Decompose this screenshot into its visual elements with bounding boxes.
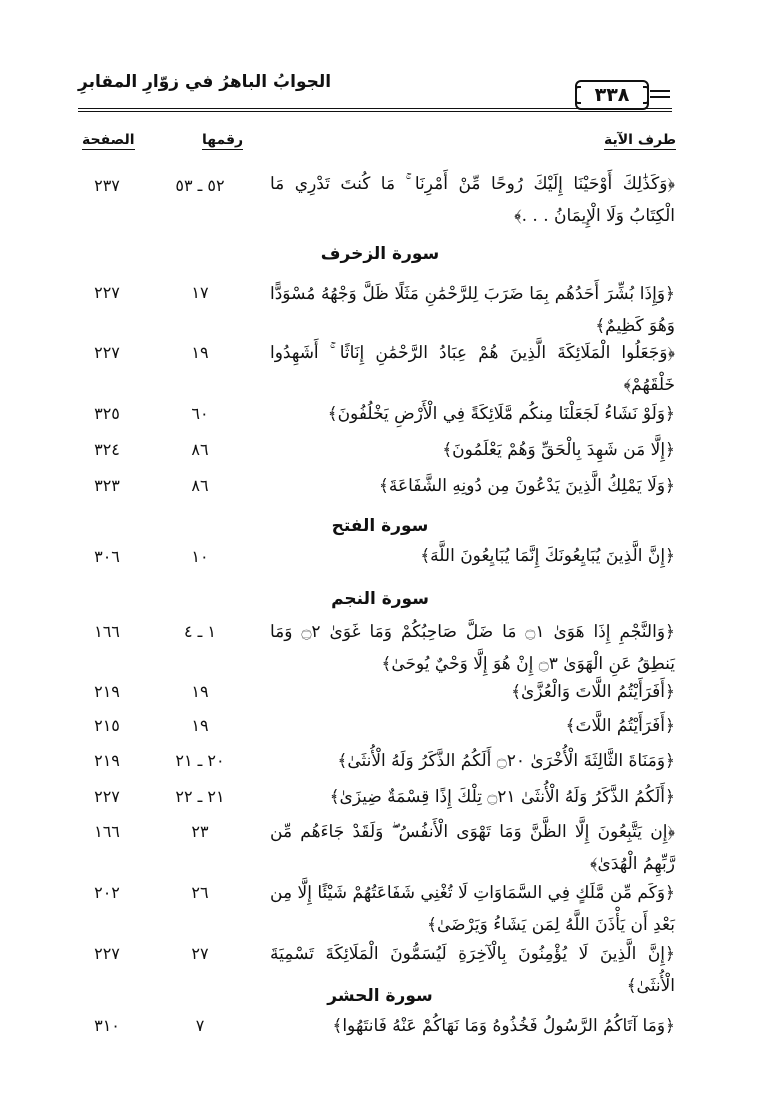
verse-text: ﴿وَكَم مِّن مَّلَكٍ فِي السَّمَاوَاتِ لَا تُغْنِي شَفَاعَتُهُمْ شَيْئًا إِلَّا مِن بَعْدِ أَن يَأْذَنَ اللَّهُ لِمَن يَشَاءُ وَيَرْضَىٰ﴾: [270, 883, 675, 935]
page-ref: ٢٢٧: [94, 944, 120, 963]
surah-heading: سورة الزخرف: [320, 244, 440, 264]
verse-text: ﴿وَكَذَٰلِكَ أَوْحَيْنَا إِلَيْكَ رُوحًا مِّنْ أَمْرِنَا ۚ مَا كُنتَ تَدْرِي مَا الْكِتَابُ وَلَا الْإِيمَانُ . . .﴾: [270, 174, 675, 226]
verse-number: ١٩: [191, 682, 209, 701]
column-header-number: رقمها: [202, 132, 244, 148]
surah-heading: سورة الفتح: [331, 516, 429, 536]
verse-number: ٨٦: [191, 476, 209, 495]
verse-number: ١٩: [191, 343, 209, 362]
page-ref: ٢٠٢: [94, 883, 120, 902]
verse-text: ﴿أَفَرَأَيْتُمُ اللَّاتَ وَالْعُزَّىٰ﴾: [511, 682, 675, 702]
header-ornament-line: [650, 90, 670, 92]
column-header-verse: طرف الآية: [604, 132, 677, 148]
running-header-title: الجوابُ الباهرُ في زوّارِ المقابرِ: [78, 72, 332, 92]
page-ref: ٣٢٣: [94, 476, 120, 495]
page-number: ٣٣٨: [575, 80, 649, 110]
verse-text: ﴿إِن يَتَّبِعُونَ إِلَّا الظَّنَّ وَمَا تَهْوَى الْأَنفُسُ ۖ وَلَقَدْ جَاءَهُم مِّن رَّبِّهِمُ الْهُدَىٰ﴾: [270, 822, 675, 874]
page-ref: ٢٢٧: [94, 787, 120, 806]
page-ref: ٢٢٧: [94, 283, 120, 302]
header-ornament-line: [650, 96, 670, 98]
verse-text: ﴿أَلَكُمُ الذَّكَرُ وَلَهُ الْأُنثَىٰ ۝٢١ تِلْكَ إِذًا قِسْمَةٌ ضِيزَىٰ﴾: [329, 787, 675, 807]
page-ref: ٣١٠: [94, 1016, 120, 1035]
verse-text: ﴿وَمَنَاةَ الثَّالِثَةَ الْأُخْرَىٰ ۝٢٠ أَلَكُمُ الذَّكَرُ وَلَهُ الْأُنثَىٰ﴾: [337, 751, 675, 771]
verse-text: ﴿وَمَا آتَاكُمُ الرَّسُولُ فَخُذُوهُ وَمَا نَهَاكُمْ عَنْهُ فَانتَهُوا﴾: [332, 1016, 675, 1036]
verse-number: ٢٠ ـ ٢١: [175, 751, 225, 770]
verse-number: ٢١ ـ ٢٢: [175, 787, 225, 806]
verse-text: ﴿إِلَّا مَن شَهِدَ بِالْحَقِّ وَهُمْ يَعْلَمُونَ﴾: [442, 440, 675, 460]
page-ref: ٢١٩: [94, 682, 120, 701]
verse-number: ٧: [195, 1016, 205, 1035]
page-ref: ٢٣٧: [94, 176, 120, 195]
verse-text: ﴿وَلَا يَمْلِكُ الَّذِينَ يَدْعُونَ مِن دُونِهِ الشَّفَاعَةَ﴾: [378, 476, 675, 496]
verse-number: ٦٠: [191, 404, 209, 423]
verse-text: ﴿وَالنَّجْمِ إِذَا هَوَىٰ ۝١ مَا ضَلَّ صَاحِبُكُمْ وَمَا غَوَىٰ ۝٢ وَمَا يَنطِقُ عَنِ الْهَوَىٰ ۝٣ إِنْ هُوَ إِلَّا وَحْيٌ يُوحَىٰ﴾: [270, 622, 675, 674]
page-ref: ١٦٦: [94, 822, 120, 841]
verse-number: ٨٦: [191, 440, 209, 459]
verse-number: ١٧: [191, 283, 209, 302]
verse-text: ﴿أَفَرَأَيْتُمُ اللَّاتَ﴾: [565, 716, 675, 736]
verse-text: ﴿وَجَعَلُوا الْمَلَائِكَةَ الَّذِينَ هُمْ عِبَادُ الرَّحْمَٰنِ إِنَاثًا ۚ أَشَهِدُوا خَلْقَهُمْ﴾: [270, 343, 675, 395]
verse-text: ﴿إِنَّ الَّذِينَ يُبَايِعُونَكَ إِنَّمَا يُبَايِعُونَ اللَّهَ﴾: [420, 546, 675, 566]
verse-number: ١ ـ ٤: [183, 622, 217, 641]
verse-text: ﴿وَإِذَا بُشِّرَ أَحَدُهُم بِمَا ضَرَبَ لِلرَّحْمَٰنِ مَثَلًا ظَلَّ وَجْهُهُ مُسْوَدًّا وَهُوَ كَظِيمٌ﴾: [270, 284, 675, 336]
page-ref: ٢١٩: [94, 751, 120, 770]
surah-heading: سورة النجم: [331, 589, 429, 609]
verse-text: ﴿إِنَّ الَّذِينَ لَا يُؤْمِنُونَ بِالْآخِرَةِ لَيُسَمُّونَ الْمَلَائِكَةَ تَسْمِيَةَ الْأُنثَىٰ﴾: [270, 944, 675, 996]
verse-number: ١٠: [191, 547, 209, 566]
verse-text: ﴿وَلَوْ نَشَاءُ لَجَعَلْنَا مِنكُم مَّلَائِكَةً فِي الْأَرْضِ يَخْلُفُونَ﴾: [327, 404, 675, 424]
page-ref: ٣٢٤: [94, 440, 120, 459]
column-header-page: الصفحة: [82, 132, 135, 148]
surah-heading: سورة الحشر: [327, 986, 433, 1006]
verse-number: ٢٣: [191, 822, 209, 841]
header-rule: [78, 108, 672, 112]
page-ref: ٣٢٥: [94, 404, 120, 423]
verse-number: ٢٦: [191, 883, 209, 902]
verse-number: ١٩: [191, 716, 209, 735]
page-ref: ٣٠٦: [94, 547, 120, 566]
verse-number: ٥٢ ـ ٥٣: [175, 176, 225, 195]
page-ref: ٢٢٧: [94, 343, 120, 362]
page-ref: ٢١٥: [94, 716, 120, 735]
page-ref: ١٦٦: [94, 622, 120, 641]
verse-number: ٢٧: [191, 944, 209, 963]
